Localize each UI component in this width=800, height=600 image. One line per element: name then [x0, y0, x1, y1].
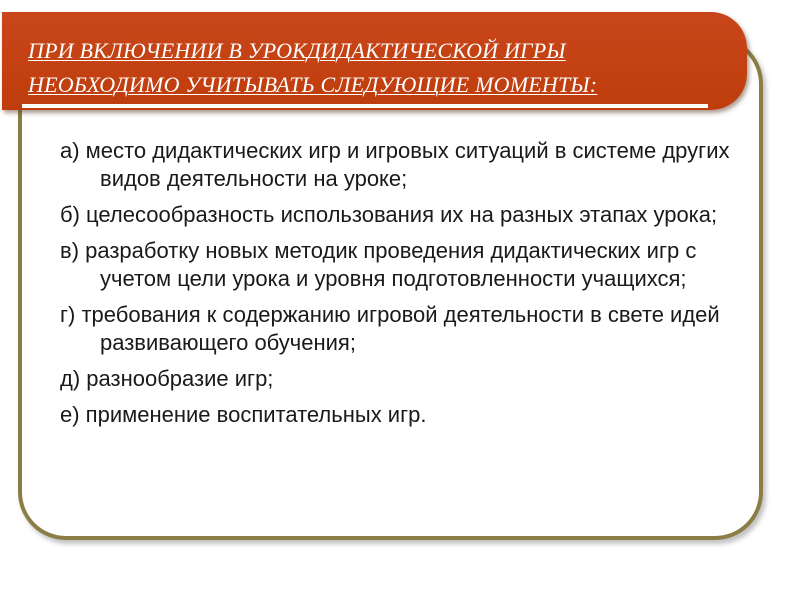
- list-item-v: в) разработку новых методик проведения дидактических игр с учетом цели урока и уровня подготовленности учащихся;: [60, 238, 697, 291]
- title-line-1: ПРИ ВКЛЮЧЕНИИ В УРОКДИДАКТИЧЕСКОЙ ИГРЫ: [28, 38, 566, 63]
- list-item-g: г) требования к содержанию игровой деятельности в свете идей развивающего обучения;: [60, 302, 720, 355]
- title-banner: [2, 12, 747, 110]
- title-underline-rule: [22, 104, 708, 108]
- list-item-d: д) разнообразие игр;: [60, 366, 274, 391]
- list-item-e: е) применение воспитательных игр.: [60, 402, 427, 427]
- slide-title: [28, 34, 718, 102]
- moments-list: [60, 137, 740, 437]
- list-item-b: б) целесообразность использования их на разных этапах урока;: [60, 202, 718, 227]
- title-line-2: НЕОБХОДИМО УЧИТЫВАТЬ СЛЕДУЮЩИЕ МОМЕНТЫ:: [28, 72, 598, 97]
- list-item-a: а) место дидактических игр и игровых ситуаций в системе других видов деятельности на уроке;: [60, 138, 730, 191]
